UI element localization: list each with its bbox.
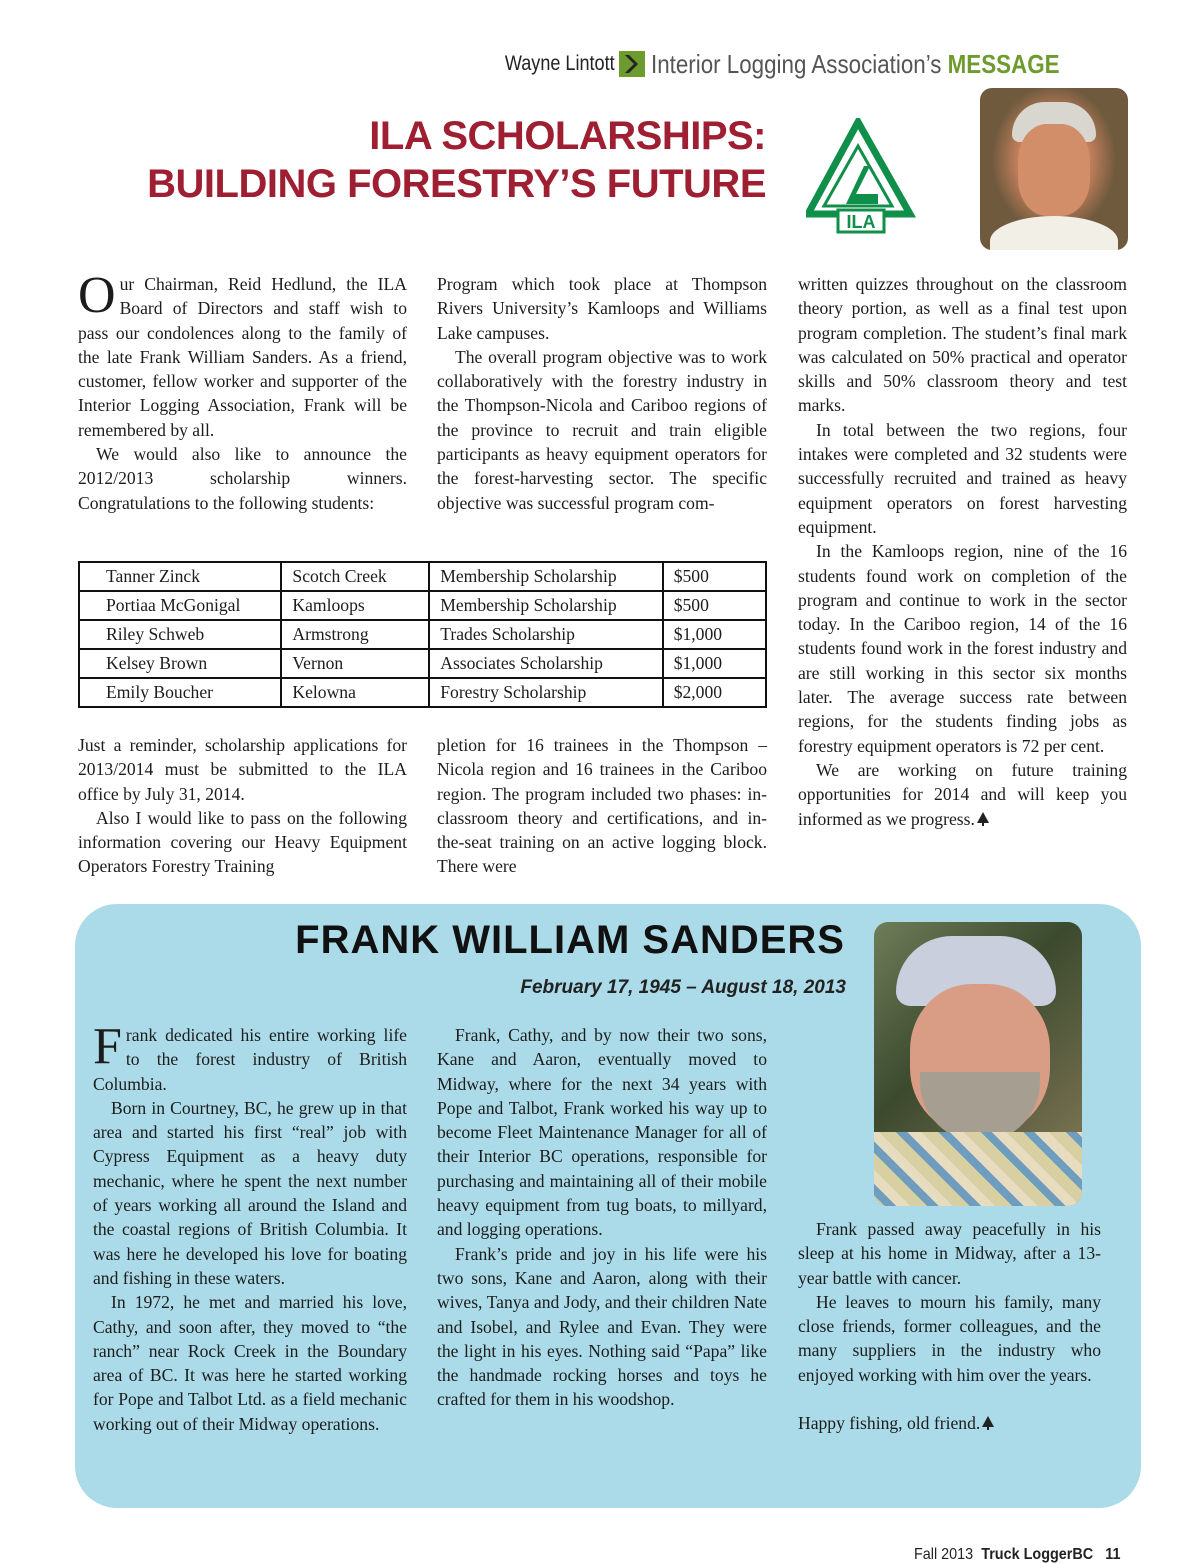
memorial-paragraph: Frank dedicated his entire working life to the forest industry of British Columbia. xyxy=(93,1018,407,1094)
student-name: Kelsey Brown xyxy=(79,649,281,678)
drop-cap: O xyxy=(78,267,116,324)
article-paragraph: In total between the two regions, four intakes were completed and 32 students were successfully recruited and trained as heavy equipment operators on forest harvesting equipment. xyxy=(798,419,1127,537)
table-row xyxy=(79,562,766,591)
article-column-2-bottom xyxy=(437,733,767,879)
article-paragraph: We are working on future training opportunities for 2014 and will keep you informed as we progress. xyxy=(798,759,1127,829)
tree-icon xyxy=(977,812,989,826)
article-paragraph: Our Chairman, Reid Hedlund, the ILA Board of Directors and staff wish to pass our condolences along to the family of the late Frank William Sanders. As a friend, customer, fellow worker and supporter of the Interior Logging Association, Frank will be remembered by all. xyxy=(78,267,407,440)
student-name: Riley Schweb xyxy=(79,620,281,649)
student-name: Tanner Zinck xyxy=(79,562,281,591)
page-footer xyxy=(913,1546,1120,1564)
article-paragraph: Also I would like to pass on the following information covering our Heavy Equipment Operators Forestry Training xyxy=(78,807,407,877)
award-amount: $500 xyxy=(663,562,766,591)
article-title: ILA SCHOLARSHIPS: BUILDING FORESTRY’S FUTURE xyxy=(147,114,766,206)
author-photo xyxy=(980,88,1128,250)
article-paragraph: Just a reminder, scholarship applications for 2013/2014 must be submitted to the ILA office by July 31, 2014. xyxy=(78,735,407,804)
memorial-paragraph: In 1972, he met and married his love, Cathy, and soon after, they moved to “the ranch” near Rock Creek in the Boundary area of BC. It was here he started working for Pope and Talbot Ltd. as a field mechanic working out of their Midway operations. xyxy=(93,1292,407,1434)
article-paragraph: Program which took place at Thompson Rivers University’s Kamloops and Williams Lake campuses. xyxy=(437,274,767,343)
award-amount: $500 xyxy=(663,591,766,620)
award-name: Membership Scholarship xyxy=(429,591,662,620)
page-number: 11 xyxy=(1104,1546,1120,1563)
svg-text:ILA: ILA xyxy=(846,212,876,232)
article-column-2-top xyxy=(437,272,767,515)
article-paragraph: pletion for 16 trainees in the Thompson –Nicola region and 16 trainees in the Cariboo region. The program included two phases: in-classroom theory and certifications, and in-the-seat training on an active logging block. There were xyxy=(437,735,767,877)
student-town: Kamloops xyxy=(281,591,429,620)
table-row xyxy=(79,678,766,707)
student-name: Emily Boucher xyxy=(79,678,281,707)
ila-logo xyxy=(806,118,916,236)
article-paragraph: In the Kamloops region, nine of the 16 students found work on completion of the program and continue to work in the sector today. In the Cariboo region, 14 of the 16 students found work in the forest industry and are still working in this sector six months later. The average success rate between regions, for the students finding jobs as forestry equipment operators is 72 per cent. xyxy=(798,541,1127,756)
article-column-3 xyxy=(798,272,1127,831)
table-row xyxy=(79,620,766,649)
memorial-paragraph: He leaves to mourn his family, many close friends, former colleagues, and the many suppliers in the industry who enjoyed working with him over the years. xyxy=(798,1291,1101,1385)
article-column-1-bottom xyxy=(78,733,407,879)
memorial-paragraph: Frank’s pride and joy in his life were his two sons, Kane and Aaron, along with their wives, Tanya and Jody, and their children Nate and Isobel, and Rylee and Evan. They were the light in his eyes. Nothing said “Papa” like the handmade rocking horses and toys he crafted for them in his woodshop. xyxy=(437,1243,767,1410)
article-paragraph: We would also like to announce the 2012/2013 scholarship winners. Congratulations to the following students: xyxy=(78,444,407,513)
memorial-column-2 xyxy=(437,1023,767,1412)
student-name: Portiaa McGonigal xyxy=(79,591,281,620)
table-row xyxy=(79,591,766,620)
tree-icon xyxy=(982,1416,994,1430)
article-paragraph: The overall program objective was to work collaboratively with the forestry industry in the Thompson-Nicola and Cariboo regions of the province to recruit and train eligible participants as heavy equipment operators for the forest-harvesting sector. The specific objective was successful program com- xyxy=(437,346,767,513)
memorial-paragraph: Frank passed away peacefully in his sleep at his home in Midway, after a 13-year battle with cancer. xyxy=(798,1219,1101,1288)
award-name: Membership Scholarship xyxy=(429,562,662,591)
scholarship-table xyxy=(78,561,767,708)
award-name: Associates Scholarship xyxy=(429,649,662,678)
student-town: Armstrong xyxy=(281,620,429,649)
memorial-paragraph: Happy fishing, old friend. xyxy=(798,1411,1101,1435)
article-column-1-top xyxy=(78,267,407,515)
issue-label: Fall 2013 xyxy=(913,1546,973,1563)
magazine-name: Truck LoggerBC xyxy=(980,1546,1093,1563)
drop-cap: F xyxy=(93,1018,122,1075)
award-amount: $2,000 xyxy=(663,678,766,707)
memorial-column-3 xyxy=(798,1217,1101,1435)
memorial-paragraph: Frank, Cathy, and by now their two sons, Kane and Aaron, eventually moved to Midway, where for the next 34 years with Pope and Talbot, Frank worked his way up to become Fleet Maintenance Manager for all of their Interior BC operations, responsible for purchasing and maintaining all of their mobile heavy equipment from tug boats, to millyard, and logging operations. xyxy=(437,1025,767,1240)
award-name: Trades Scholarship xyxy=(429,620,662,649)
memorial-dates: February 17, 1945 – August 18, 2013 xyxy=(520,977,846,998)
award-amount: $1,000 xyxy=(663,649,766,678)
student-town: Vernon xyxy=(281,649,429,678)
award-name: Forestry Scholarship xyxy=(429,678,662,707)
article-paragraph: written quizzes throughout on the classroom theory portion, as well as a final test upon program completion. The student’s final mark was calculated on 50% practical and operator skills and 50% classroom theory and test marks. xyxy=(798,274,1127,416)
section-header xyxy=(487,44,1126,84)
memorial-title: FRANK WILLIAM SANDERS xyxy=(295,918,845,962)
section-name: Interior Logging Association’s MESSAGE xyxy=(651,48,1060,79)
memorial-column-1 xyxy=(93,1018,407,1436)
author-name: Wayne Lintott xyxy=(505,52,615,75)
table-row xyxy=(79,649,766,678)
student-town: Scotch Creek xyxy=(281,562,429,591)
chevron-right-icon xyxy=(619,51,645,77)
memorial-paragraph: Born in Courtney, BC, he grew up in that area and started his first “real” job with Cypress Equipment as a heavy duty mechanic, where he spent the next number of years working all around the Island and the coastal regions of British Columbia. It was here he developed his love for boating and fishing in these waters. xyxy=(93,1097,407,1288)
award-amount: $1,000 xyxy=(663,620,766,649)
memorial-photo xyxy=(874,922,1082,1206)
student-town: Kelowna xyxy=(281,678,429,707)
